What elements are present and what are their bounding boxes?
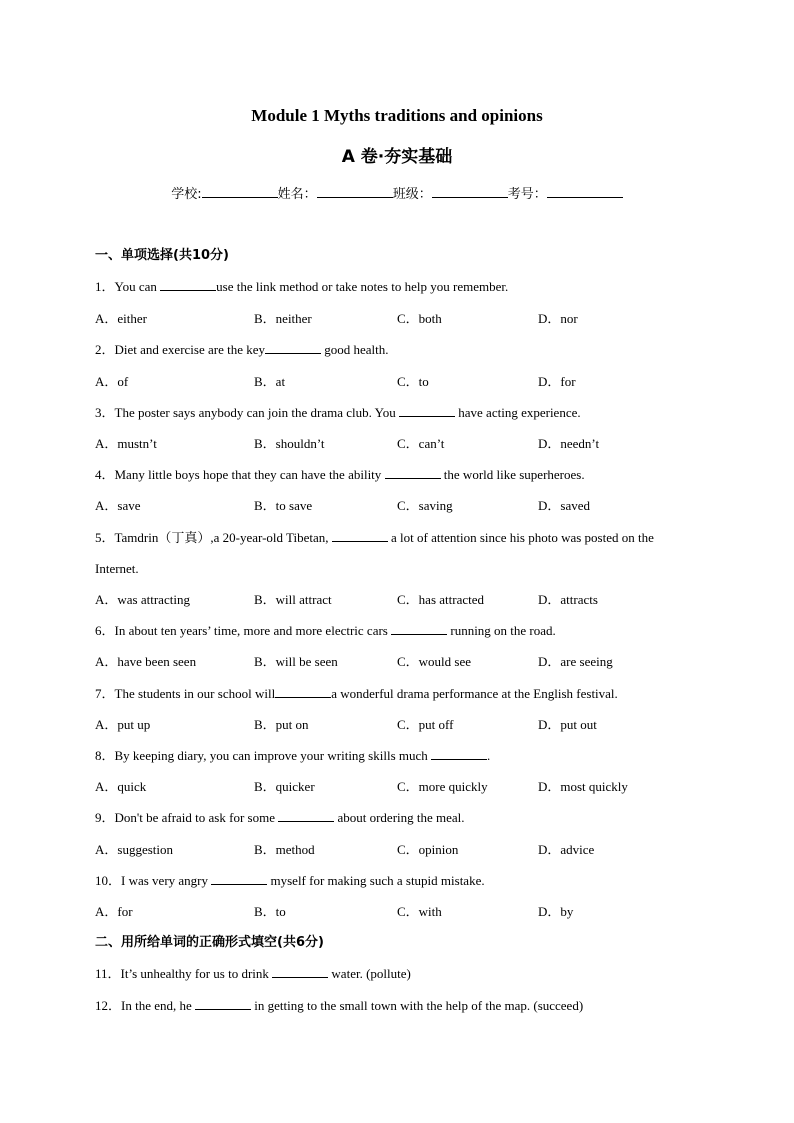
- option-d[interactable]: D．advice: [538, 842, 595, 857]
- option-a[interactable]: A．of: [95, 374, 129, 389]
- section-heading-2: 二、用所给单词的正确形式填空(共6分): [95, 935, 324, 950]
- answer-blank[interactable]: [385, 466, 441, 479]
- option-d[interactable]: D．by: [538, 904, 574, 919]
- option-a[interactable]: A．either: [95, 311, 147, 326]
- question-6: 6．In about ten years’ time, more and more electric cars running on the road.: [95, 623, 556, 638]
- option-c[interactable]: C．both: [397, 311, 442, 326]
- answer-blank[interactable]: [272, 965, 328, 978]
- option-b[interactable]: B．quicker: [254, 779, 315, 794]
- option-c[interactable]: C．put off: [397, 717, 454, 732]
- option-a[interactable]: A．quick: [95, 779, 147, 794]
- answer-blank[interactable]: [160, 278, 216, 291]
- option-b[interactable]: B．neither: [254, 311, 312, 326]
- class-label: 班级：: [392, 187, 432, 202]
- option-d[interactable]: D．attracts: [538, 592, 598, 607]
- option-d[interactable]: D．needn’t: [538, 436, 600, 451]
- question-1: 1．You can use the link method or take notes to help you remember.: [95, 279, 509, 294]
- answer-blank[interactable]: [391, 622, 447, 635]
- question-4: 4．Many little boys hope that they can have the ability the world like superheroes.: [95, 467, 585, 482]
- option-a[interactable]: A．was attracting: [95, 592, 190, 607]
- option-a[interactable]: A．suggestion: [95, 842, 174, 857]
- option-b[interactable]: B．will attract: [254, 592, 332, 607]
- name-blank[interactable]: [317, 184, 393, 198]
- answer-blank[interactable]: [195, 997, 251, 1010]
- page-subtitle: A 卷·夯实基础: [341, 147, 453, 167]
- option-d[interactable]: D．are seeing: [538, 654, 613, 669]
- answer-blank[interactable]: [275, 685, 331, 698]
- answer-blank[interactable]: [211, 872, 267, 885]
- option-c[interactable]: C．opinion: [397, 842, 459, 857]
- option-b[interactable]: B．put on: [254, 717, 309, 732]
- answer-blank[interactable]: [265, 341, 321, 354]
- school-label: 学校:: [171, 187, 202, 202]
- option-d[interactable]: D．saved: [538, 498, 590, 513]
- question-9: 9．Don't be afraid to ask for some about ordering the meal.: [95, 810, 465, 825]
- option-b[interactable]: B．method: [254, 842, 315, 857]
- option-c[interactable]: C．has attracted: [397, 592, 484, 607]
- option-a[interactable]: A．put up: [95, 717, 151, 732]
- question-12: 12．In the end, he in getting to the small town with the help of the map. (succeed): [95, 998, 584, 1013]
- option-a[interactable]: A．for: [95, 904, 133, 919]
- option-c[interactable]: C．with: [397, 904, 442, 919]
- page-title: Module 1 Myths traditions and opinions: [251, 106, 543, 125]
- section-heading-1: 一、单项选择(共10分): [95, 248, 229, 263]
- number-label: 考号：: [507, 187, 547, 202]
- option-a[interactable]: A．mustn’t: [95, 436, 157, 451]
- option-b[interactable]: B．shouldn’t: [254, 436, 325, 451]
- question-5-continuation: Internet.: [95, 561, 139, 576]
- name-label: 姓名：: [277, 187, 317, 202]
- question-5: 5．Tamdrin（丁真）,a 20-year-old Tibetan, a lot of attention since his photo was posted on the: [95, 530, 654, 545]
- option-b[interactable]: B．will be seen: [254, 654, 338, 669]
- option-d[interactable]: D．put out: [538, 717, 597, 732]
- option-c[interactable]: C．can’t: [397, 436, 445, 451]
- question-11: 11．It’s unhealthy for us to drink water. (pollute): [95, 966, 411, 981]
- option-d[interactable]: D．nor: [538, 311, 578, 326]
- school-blank[interactable]: [202, 184, 278, 198]
- option-a[interactable]: A．save: [95, 498, 141, 513]
- option-d[interactable]: D．most quickly: [538, 779, 628, 794]
- answer-blank[interactable]: [278, 809, 334, 822]
- question-8: 8．By keeping diary, you can improve your writing skills much .: [95, 748, 491, 763]
- answer-blank[interactable]: [399, 404, 455, 417]
- class-blank[interactable]: [432, 184, 508, 198]
- option-c[interactable]: C．more quickly: [397, 779, 488, 794]
- option-c[interactable]: C．to: [397, 374, 429, 389]
- answer-blank[interactable]: [431, 747, 487, 760]
- question-3: 3．The poster says anybody can join the drama club. You have acting experience.: [95, 405, 581, 420]
- number-blank[interactable]: [547, 184, 623, 198]
- option-b[interactable]: B．at: [254, 374, 286, 389]
- student-info-line: [0, 184, 794, 204]
- option-b[interactable]: B．to: [254, 904, 286, 919]
- question-2: 2．Diet and exercise are the key good health.: [95, 342, 389, 357]
- option-d[interactable]: D．for: [538, 374, 576, 389]
- option-a[interactable]: A．have been seen: [95, 654, 197, 669]
- question-10: 10．I was very angry myself for making such a stupid mistake.: [95, 873, 485, 888]
- option-c[interactable]: C．would see: [397, 654, 472, 669]
- question-7: 7．The students in our school will a wonderful drama performance at the English festival.: [95, 686, 618, 701]
- answer-blank[interactable]: [332, 529, 388, 542]
- option-b[interactable]: B．to save: [254, 498, 313, 513]
- option-c[interactable]: C．saving: [397, 498, 453, 513]
